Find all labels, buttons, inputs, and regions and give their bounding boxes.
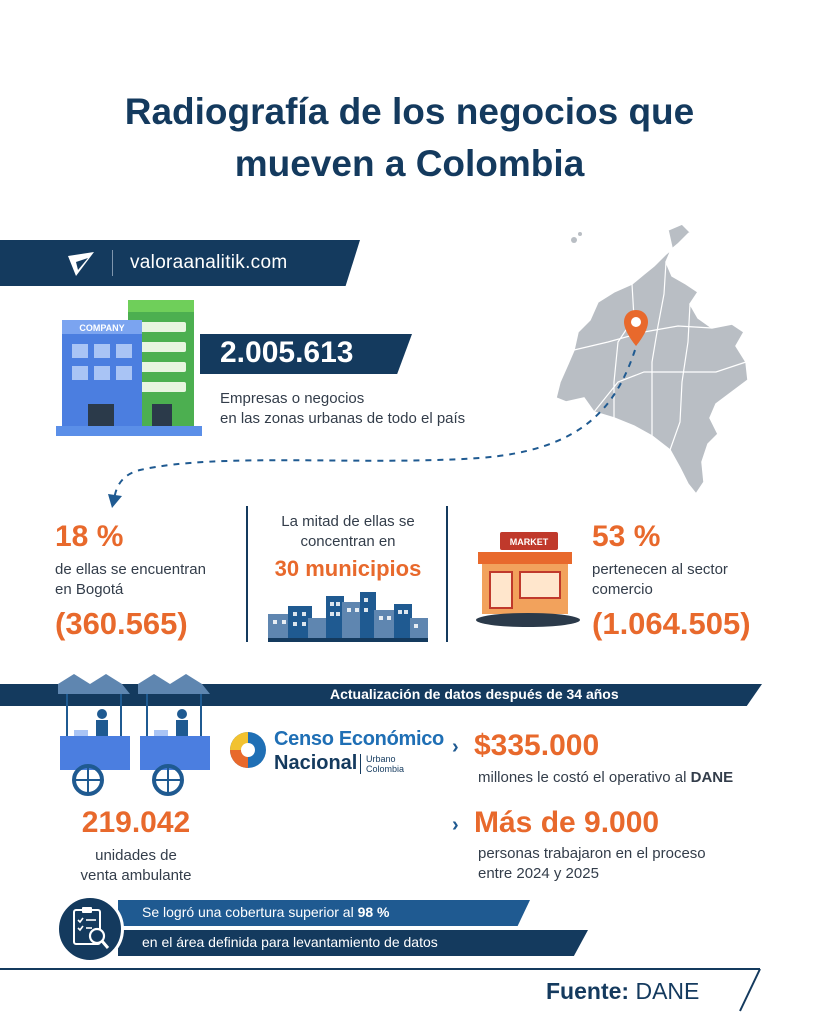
bogota-description bbox=[55, 560, 206, 600]
municipios-highlight: 30 municipios bbox=[274, 556, 422, 581]
page-title bbox=[0, 86, 819, 190]
municipios-line-1: La mitad de ellas se bbox=[281, 513, 415, 530]
footer-slant bbox=[738, 968, 762, 1012]
censo-logo-icon bbox=[226, 728, 270, 772]
valora-logo-icon bbox=[66, 250, 96, 278]
workers-amount: Más de 9.000 bbox=[474, 806, 660, 839]
cost-amount: $335.000 bbox=[474, 729, 600, 762]
coverage-line-1-prefix: Se logró una cobertura superior al bbox=[142, 904, 358, 920]
censo-separator bbox=[360, 754, 361, 774]
source-value: DANE bbox=[635, 978, 700, 1004]
ambulante-count: 219.042 bbox=[81, 806, 191, 839]
censo-sub-2: Colombia bbox=[366, 764, 405, 774]
coverage-line-1 bbox=[142, 904, 390, 920]
ambulante-desc-line-1: unidades de bbox=[95, 847, 177, 864]
street-vendor-carts-icon bbox=[56, 672, 216, 800]
company-desc-line-2: en las zonas urbanas de todo el país bbox=[220, 410, 466, 427]
building-label: COMPANY bbox=[79, 323, 125, 333]
bogota-count: (360.565) bbox=[55, 606, 188, 641]
company-count: 2.005.613 bbox=[220, 336, 354, 369]
divider-left bbox=[246, 506, 248, 642]
source-label: Fuente: bbox=[546, 978, 630, 1004]
market-label: MARKET bbox=[509, 537, 549, 547]
ambulante-desc-line-2: venta ambulante bbox=[80, 867, 192, 884]
source-credit bbox=[546, 978, 699, 1005]
workers-desc-line-2: entre 2024 y 2025 bbox=[478, 865, 599, 882]
footer-line bbox=[0, 968, 760, 970]
bogota-desc-line-1: de ellas se encuentran bbox=[55, 561, 206, 578]
divider-right bbox=[446, 506, 448, 642]
city-skyline-icon bbox=[268, 588, 428, 642]
censo-subtitle: Nacional bbox=[274, 752, 358, 774]
bogota-desc-line-2: en Bogotá bbox=[55, 581, 124, 598]
workers-desc-line-1: personas trabajaron en el proceso bbox=[478, 845, 706, 862]
censo-sub-labels bbox=[366, 754, 404, 774]
chevron-right-icon: › bbox=[452, 736, 459, 758]
cost-description bbox=[478, 768, 733, 788]
municipios-line-2: concentran en bbox=[300, 533, 396, 550]
brand-separator bbox=[112, 250, 113, 276]
checklist-search-icon bbox=[70, 906, 112, 952]
workers-description bbox=[478, 844, 706, 884]
commerce-percent: 53 % bbox=[592, 520, 661, 553]
market-store-icon bbox=[470, 530, 580, 630]
coverage-line-1-bold: 98 % bbox=[357, 904, 390, 920]
brand-site[interactable]: valoraanalitik.com bbox=[130, 252, 288, 273]
cost-desc-prefix: millones le costó el operativo al bbox=[478, 769, 691, 786]
municipios-description bbox=[250, 512, 446, 552]
censo-sub-1: Urbano bbox=[366, 754, 396, 764]
company-buildings-icon bbox=[56, 300, 202, 440]
coverage-line-2: en el área definida para levantamiento de datos bbox=[142, 934, 438, 950]
commerce-desc-line-2: comercio bbox=[592, 581, 653, 598]
cost-desc-bold: DANE bbox=[690, 769, 734, 786]
company-description bbox=[220, 389, 465, 429]
commerce-count: (1.064.505) bbox=[592, 606, 751, 641]
ambulante-description bbox=[56, 846, 216, 886]
update-banner-text: Actualización de datos después de 34 años bbox=[330, 686, 619, 702]
commerce-desc-line-1: pertenecen al sector bbox=[592, 561, 728, 578]
bogota-percent: 18 % bbox=[55, 520, 124, 553]
censo-title: Censo Económico bbox=[274, 728, 444, 750]
title-line-1: Radiografía de los negocios que bbox=[124, 91, 695, 132]
commerce-description bbox=[592, 560, 728, 600]
title-line-2: mueven a Colombia bbox=[234, 143, 585, 184]
company-desc-line-1: Empresas o negocios bbox=[220, 390, 365, 407]
chevron-right-icon: › bbox=[452, 814, 459, 836]
